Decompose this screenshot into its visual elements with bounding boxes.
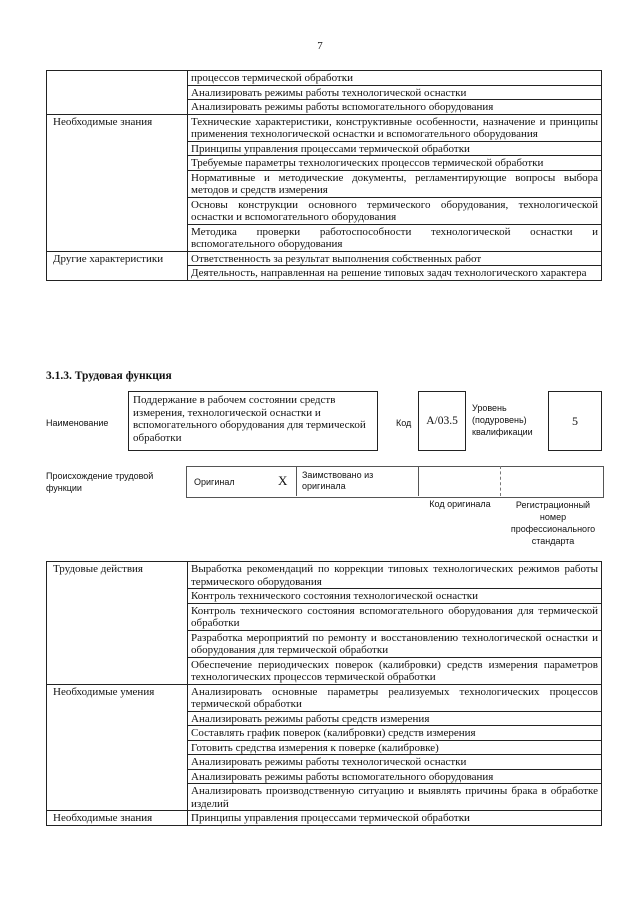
row-label: Необходимые знания <box>47 114 188 251</box>
origin-frame <box>186 466 604 498</box>
row-value: Разработка мероприятий по ремонту и восстановлению технологической оснастки и оборудования для термической обработки <box>188 630 602 657</box>
page-number: 7 <box>317 40 323 52</box>
level-label: Уровень (подуровень) квалификации <box>472 403 533 437</box>
divider <box>296 466 297 496</box>
row-value: Выработка рекомендаций по коррекции типовых технологических режимов работы термического оборудования <box>188 562 602 589</box>
row-value: Требуемые параметры технологических процессов термической обработки <box>188 156 602 171</box>
row-label: Необходимые умения <box>47 684 188 811</box>
row-value: Анализировать режимы работы технологической оснастки <box>188 755 602 770</box>
original-mark: X <box>278 473 288 488</box>
row-value: Принципы управления процессами термической обработки <box>188 141 602 156</box>
table-row <box>47 811 602 826</box>
table-row <box>47 114 602 141</box>
name-label: Наименование <box>46 418 109 428</box>
row-value: Анализировать режимы работы вспомогательного оборудования <box>188 100 602 115</box>
row-value: Нормативные и методические документы, регламентирующие вопросы выбора методов и средств измерения <box>188 170 602 197</box>
row-value: Анализировать режимы работы средств измерения <box>188 711 602 726</box>
table-row <box>47 71 602 86</box>
row-label: Другие характеристики <box>47 251 188 280</box>
row-value: Ответственность за результат выполнения собственных работ <box>188 251 602 266</box>
table-row <box>47 251 602 266</box>
row-label: Необходимые знания <box>47 811 188 826</box>
reg-number-caption: Регистрационный номер профессионального стандарта <box>510 500 596 546</box>
borrowed-label: Заимствовано из оригинала <box>302 470 374 491</box>
row-value: Деятельность, направленная на решение типовых задач технологического характера <box>188 266 602 281</box>
row-value: Основы конструкции основного термического оборудования, технологической оснастки и вспомогательного оборудования <box>188 197 602 224</box>
section-heading: 3.1.3. Трудовая функция <box>46 370 172 382</box>
row-value: Анализировать производственную ситуацию и выявлять причины брака в обработке изделий <box>188 784 602 811</box>
row-label <box>47 71 188 115</box>
original-label: Оригинал <box>194 477 235 487</box>
level-value-box: 5 <box>548 391 602 451</box>
row-value: Анализировать режимы работы вспомогательного оборудования <box>188 769 602 784</box>
row-value: Контроль технического состояния вспомогательного оборудования для термической обработки <box>188 603 602 630</box>
row-value: Анализировать режимы работы технологической оснастки <box>188 85 602 100</box>
table-row <box>47 684 602 711</box>
row-value: Обеспечение периодических поверок (калибровки) средств измерения параметров технологических процессов термической обработки <box>188 657 602 684</box>
table-continued <box>46 70 602 281</box>
row-label: Трудовые действия <box>47 562 188 685</box>
row-value: Анализировать основные параметры реализуемых технологических процессов термической обработки <box>188 684 602 711</box>
code-value-box: А/03.5 <box>418 391 466 451</box>
row-value: процессов термической обработки <box>188 71 602 86</box>
code-label: Код <box>396 418 412 428</box>
divider <box>500 466 501 496</box>
divider <box>418 466 419 496</box>
table-labor-function <box>46 561 602 826</box>
origin-label: Происхождение трудовой функции <box>46 471 154 493</box>
row-value: Готовить средства измерения к поверке (калибровке) <box>188 740 602 755</box>
code-original-caption: Код оригинала <box>429 499 491 509</box>
row-value: Контроль технического состояния технологической оснастки <box>188 589 602 604</box>
function-name-box: Поддержание в рабочем состоянии средств измерения, технологической оснастки и вспомогательного оборудования для термической обработки <box>128 391 378 451</box>
row-value: Методика проверки работоспособности технологической оснастки и вспомогательного оборудования <box>188 224 602 251</box>
row-value: Технические характеристики, конструктивные особенности, назначение и принципы применения технологической оснастки и вспомогательного оборудования <box>188 114 602 141</box>
table-row <box>47 562 602 589</box>
row-value: Принципы управления процессами термической обработки <box>188 811 602 826</box>
row-value: Составлять график поверок (калибровки) средств измерения <box>188 726 602 741</box>
